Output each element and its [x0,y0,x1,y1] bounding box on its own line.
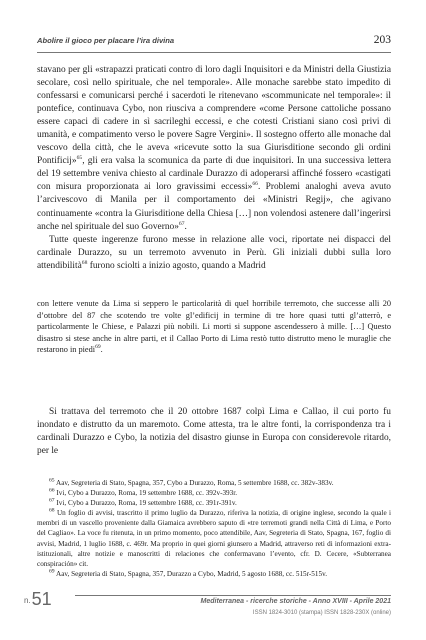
page-header [37,34,391,52]
paragraph-1: stavano per gli «strapazzi praticati contro di loro dagli Inquisitori e da Ministri della Giustizia secolare, così nello spirituale, che nel temporale». Alle monache sarebbe stato impedito di confessarsi e comunicarsi perché i sacerdoti le ritenevano «scommunicate nel temporale»: il pontefice, continuava Cybo, non riusciva a comprendere «come Persone cattoliche possano essere capaci di cadere in sì sacrileghi eccessi, e che cotesti Cristiani siano così privi di umanità, e compatimento verso le povere Sagre Vergini». Il sostegno offerto alle monache dal vescovo della città, che le aveva «ricevute sotto la sua Giurisditione secondo gli ordini Pontificij»$^{65}$, gli era valsa la scomunica da parte di due inquisitori. In una successiva lettera del 19 settembre veniva chiesto al cardinale Durazzo di adoperarsi affinché fossero «castigati con misura proporzionata ai loro gravissimi eccessi»$^{66}$. Problemi analoghi aveva avuto l’arcivescovo di Manila per il comportamento dei «Ministri Regij», che agivano continuamente «contra la Giurisditione della Chiesa […] non volendosi astenere dall’ingerirsi anche nel spirituale del suo Governo»$^{67}$. [37,65,391,232]
main-text-continued [37,406,391,458]
footnotes [37,478,391,579]
footnote: $^{66}$ Ivi, Cybo a Durazzo, Roma, 19 settembre 1688, cc. 392v-393r. [49,487,238,498]
main-text [37,64,391,273]
note-ref-66[interactable]: 66 [252,181,258,188]
issue-number: n.51 [24,589,52,609]
note-ref-68[interactable]: 68 [81,259,88,266]
note-ref-69[interactable]: 69 [95,344,101,351]
page-number: 203 [373,34,391,46]
journal-title: Mediterranea - ricerche storiche - Anno XVIII - Aprile 2021 [200,598,391,605]
footnote: $^{67}$ Ivi, Cybo a Durazzo, Roma, 19 settembre 1688, cc. 391r-391v. [49,497,237,508]
header-divider [37,52,391,53]
quote-text: con lettere venute da Lima si seppero le particolarità di quel horribile terremoto, che successe alli 20 d’ottobre del 87 che scotendo tre volte gl’edificij in termine di tre hore quasi tutti gl’atterrò, e particolarmente le Chiese, e Palazzi più nobili. Li morti si suppone ascendessero à mille. […] Questo disastro si stese anche in altre parti, et il Callao Porto di Lima restò tutto distrutto meno le muraglie che restarono in piedi [37,299,391,355]
paragraph-3: Si trattava del terremoto che il 20 ottobre 1687 colpì Lima e Callao, il cui porto fu inondato e distrutto da un maremoto. Come attesta, tra le altre fonti, la corrispondenza tra i cardinali Durazzo e Cybo, la notizia del disastro giunse in Europa con considerevole ritardo, per le [37,407,391,457]
footnote: $^{65}$ Aav, Segreteria di Stato, Spagna, 357, Cybo a Durazzo, Roma, 5 settembre 1688, cc. 382v-383v. [49,477,334,487]
issn-line: ISSN 1824-3010 (stampa) ISSN 1828-230X (online) [252,610,391,616]
footer-divider [75,595,391,596]
note-ref-67[interactable]: 67 [178,220,185,227]
note-ref-65[interactable]: 65 [76,155,83,162]
footnote: $^{68}$ Un foglio di avvisi, trascritto il primo luglio da Durazzo, riferiva la notizia, di origine inglese, secondo la quale i membri di un vascello proveniente dalla Giamaica avrebbero saputo di «tre terremoti grandi nella Città di Lima, e Porto del Cagliao». La voce fu ritenuta, in un primo momento, poco attendibile, Aav, Segreteria di Stato, Spagna, 167, foglio di avvisi, Madrid, 1 luglio 1688, c. 469r. Ma proprio in quei giorni giunsero a Madrid, attraverso reti di informazioni extra-istituzionali, altre notizie e manoscritti di relaciones che confermavano l’evento, cfr. D. Cecere, «Subterranea conspiración» cit. [37,507,391,568]
block-quote: con lettere venute da Lima si seppero le particolarità di quel horribile terremoto, che successe alli 20 d’ottobre del 87 che scotendo tre volte gl’edificij in termine di tre hore quasi tutti gl’atterrò, e particolarmente le Chiese, e Palazzi più nobili. Li morti si suppone ascendessero à mille. […] Questo disastro si stese anche in altre parti, et il Callao Porto di Lima restò tutto distrutto meno le muraglie che restarono in piedi$^{69}$. [37,299,391,355]
paragraph-2: Tutte queste ingerenze furono messe in relazione alle voci, riportate nei dispacci del cardinale Durazzo, su un terremoto avvenuto in Perù. Gli iniziali dubbi sulla loro attendibilità$^{68}$ furono sciolti a inizio agosto, quando a Madrid [37,234,391,271]
running-head: Abolire il gioco per placare l’ira divina [37,36,175,45]
footnote: $^{69}$ Aav, Segreteria di Stato, Spagna, 357, Durazzo a Cybo, Madrid, 5 agosto 1688, cc. 515r-515v. [49,568,327,578]
